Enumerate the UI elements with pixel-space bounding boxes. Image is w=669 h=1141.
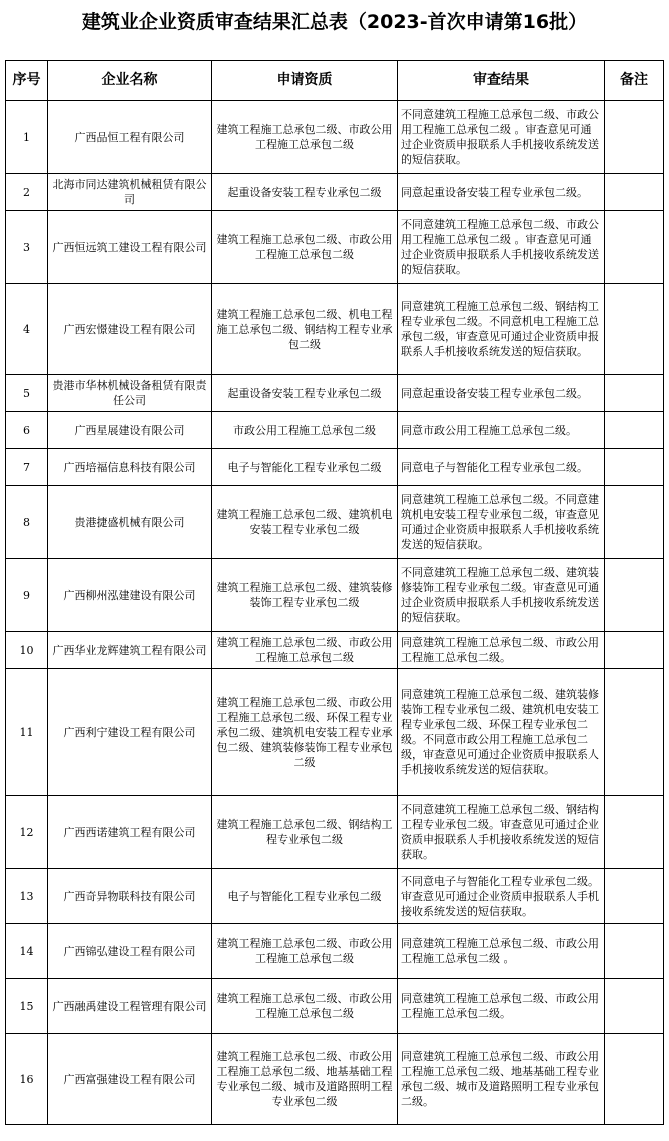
review-result-cell: 不同意建筑工程施工总承包二级、市政公用工程施工总承包二级 。审查意见可通过企业资质申报联系人手机接收系统发送的短信获取。: [398, 211, 605, 284]
company-name-cell: 广西锦弘建设工程有限公司: [48, 924, 212, 979]
review-result-cell: 不同意建筑工程施工总承包二级、市政公用工程施工总承包二级 。审查意见可通过企业资质申报联系人手机接收系统发送的短信获取。: [398, 101, 605, 174]
seq-cell: 6: [6, 412, 48, 449]
table-row: [6, 412, 664, 449]
seq-cell: 10: [6, 632, 48, 669]
applied-qualification-cell: 建筑工程施工总承包二级、钢结构工程专业承包二级: [212, 796, 398, 869]
table-row: [6, 1034, 664, 1125]
review-result-cell: 同意市政公用工程施工总承包二级。: [398, 412, 605, 449]
applied-qualification-cell: 建筑工程施工总承包二级、市政公用工程施工总承包二级: [212, 632, 398, 669]
review-result-cell: 同意建筑工程施工总承包二级、市政公用工程施工总承包二级。: [398, 979, 605, 1034]
table-row: [6, 632, 664, 669]
table-header-row: [6, 61, 664, 101]
seq-cell: 9: [6, 559, 48, 632]
remark-cell: [605, 284, 664, 375]
review-result-cell: 不同意电子与智能化工程专业承包二级。审查意见可通过企业资质申报联系人手机接收系统发送的短信获取。: [398, 869, 605, 924]
remark-cell: [605, 924, 664, 979]
review-result-cell: 同意电子与智能化工程专业承包二级。: [398, 449, 605, 486]
review-result-cell: 不同意建筑工程施工总承包二级、钢结构工程专业承包二级。审查意见可通过企业资质申报联系人手机接收系统发送的短信获取。: [398, 796, 605, 869]
applied-qualification-cell: 建筑工程施工总承包二级、市政公用工程施工总承包二级、地基基础工程专业承包二级、城市及道路照明工程专业承包二级: [212, 1034, 398, 1125]
review-result-cell: 同意起重设备安装工程专业承包二级。: [398, 174, 605, 211]
applied-qualification-cell: 建筑工程施工总承包二级、建筑装修装饰工程专业承包二级: [212, 559, 398, 632]
company-name-cell: 广西品恒工程有限公司: [48, 101, 212, 174]
remark-cell: [605, 174, 664, 211]
table-row: [6, 669, 664, 796]
applied-qualification-cell: 建筑工程施工总承包二级、建筑机电安装工程专业承包二级: [212, 486, 398, 559]
table-body: [6, 101, 664, 1125]
applied-qualification-cell: 电子与智能化工程专业承包二级: [212, 869, 398, 924]
seq-cell: 2: [6, 174, 48, 211]
seq-cell: 14: [6, 924, 48, 979]
header-qualification: 申请资质: [212, 61, 398, 101]
header-remark: 备注: [605, 61, 664, 101]
seq-cell: 7: [6, 449, 48, 486]
seq-cell: 12: [6, 796, 48, 869]
remark-cell: [605, 869, 664, 924]
review-result-cell: 同意建筑工程施工总承包二级、市政公用工程施工总承包二级、地基基础工程专业承包二级、城市及道路照明工程专业承包二级。: [398, 1034, 605, 1125]
company-name-cell: 广西利宁建设工程有限公司: [48, 669, 212, 796]
applied-qualification-cell: 起重设备安装工程专业承包二级: [212, 375, 398, 412]
remark-cell: [605, 375, 664, 412]
applied-qualification-cell: 建筑工程施工总承包二级、市政公用工程施工总承包二级: [212, 211, 398, 284]
company-name-cell: 广西星展建设有限公司: [48, 412, 212, 449]
applied-qualification-cell: 建筑工程施工总承包二级、市政公用工程施工总承包二级、环保工程专业承包二级、建筑机电安装工程专业承包二级、建筑装修装饰工程专业承包二级: [212, 669, 398, 796]
company-name-cell: 北海市同达建筑机械租赁有限公司: [48, 174, 212, 211]
remark-cell: [605, 559, 664, 632]
table-row: [6, 486, 664, 559]
seq-cell: 15: [6, 979, 48, 1034]
qualification-results-table: [5, 60, 664, 1125]
table-row: [6, 869, 664, 924]
remark-cell: [605, 486, 664, 559]
review-result-cell: 同意建筑工程施工总承包二级、建筑装修装饰工程专业承包二级、建筑机电安装工程专业承包二级、环保工程专业承包二级。不同意市政公用工程施工总承包二级，审查意见可通过企业资质申报联系人手机接收系统发送的短信获取。: [398, 669, 605, 796]
seq-cell: 4: [6, 284, 48, 375]
company-name-cell: 贵港市华林机械设备租赁有限责任公司: [48, 375, 212, 412]
table-row: [6, 211, 664, 284]
remark-cell: [605, 412, 664, 449]
header-seq: 序号: [6, 61, 48, 101]
company-name-cell: 广西富强建设工程有限公司: [48, 1034, 212, 1125]
company-name-cell: 广西培福信息科技有限公司: [48, 449, 212, 486]
review-result-cell: 同意建筑工程施工总承包二级、市政公用工程施工总承包二级。: [398, 632, 605, 669]
remark-cell: [605, 211, 664, 284]
seq-cell: 1: [6, 101, 48, 174]
applied-qualification-cell: 起重设备安装工程专业承包二级: [212, 174, 398, 211]
page-title: 建筑业企业资质审查结果汇总表（2023-首次申请第16批）: [81, 11, 588, 33]
seq-cell: 3: [6, 211, 48, 284]
company-name-cell: 广西华业龙辉建筑工程有限公司: [48, 632, 212, 669]
company-name-cell: 广西柳州泓建建设有限公司: [48, 559, 212, 632]
header-result: 审查结果: [398, 61, 605, 101]
review-result-cell: 不同意建筑工程施工总承包二级、建筑装修装饰工程专业承包二级。审查意见可通过企业资质申报联系人手机接收系统发送的短信获取。: [398, 559, 605, 632]
company-name-cell: 广西西诺建筑工程有限公司: [48, 796, 212, 869]
remark-cell: [605, 979, 664, 1034]
table-row: [6, 979, 664, 1034]
review-result-cell: 同意建筑工程施工总承包二级、市政公用工程施工总承包二级 。: [398, 924, 605, 979]
seq-cell: 16: [6, 1034, 48, 1125]
remark-cell: [605, 632, 664, 669]
applied-qualification-cell: 电子与智能化工程专业承包二级: [212, 449, 398, 486]
remark-cell: [605, 101, 664, 174]
table-row: [6, 796, 664, 869]
applied-qualification-cell: 建筑工程施工总承包二级、市政公用工程施工总承包二级: [212, 101, 398, 174]
review-result-cell: 同意建筑工程施工总承包二级、钢结构工程专业承包二级。不同意机电工程施工总承包二级，审查意见可通过企业资质申报联系人手机接收系统发送的短信获取。: [398, 284, 605, 375]
table-row: [6, 101, 664, 174]
seq-cell: 5: [6, 375, 48, 412]
company-name-cell: 广西宏憬建设工程有限公司: [48, 284, 212, 375]
company-name-cell: 广西融禹建设工程管理有限公司: [48, 979, 212, 1034]
remark-cell: [605, 796, 664, 869]
company-name-cell: 广西奇异物联科技有限公司: [48, 869, 212, 924]
table-row: [6, 174, 664, 211]
table-row: [6, 924, 664, 979]
company-name-cell: 贵港捷盛机械有限公司: [48, 486, 212, 559]
seq-cell: 8: [6, 486, 48, 559]
review-result-cell: 同意起重设备安装工程专业承包二级。: [398, 375, 605, 412]
company-name-cell: 广西恒远筑工建设工程有限公司: [48, 211, 212, 284]
table-row: [6, 375, 664, 412]
applied-qualification-cell: 建筑工程施工总承包二级、机电工程施工总承包二级、钢结构工程专业承包二级: [212, 284, 398, 375]
table-row: [6, 284, 664, 375]
applied-qualification-cell: 市政公用工程施工总承包二级: [212, 412, 398, 449]
remark-cell: [605, 1034, 664, 1125]
review-result-cell: 同意建筑工程施工总承包二级。不同意建筑机电安装工程专业承包二级，审查意见可通过企业资质申报联系人手机接收系统发送的短信获取。: [398, 486, 605, 559]
seq-cell: 13: [6, 869, 48, 924]
applied-qualification-cell: 建筑工程施工总承包二级、市政公用工程施工总承包二级: [212, 924, 398, 979]
applied-qualification-cell: 建筑工程施工总承包二级、市政公用工程施工总承包二级: [212, 979, 398, 1034]
remark-cell: [605, 669, 664, 796]
seq-cell: 11: [6, 669, 48, 796]
table-row: [6, 559, 664, 632]
header-company: 企业名称: [48, 61, 212, 101]
remark-cell: [605, 449, 664, 486]
table-row: [6, 449, 664, 486]
